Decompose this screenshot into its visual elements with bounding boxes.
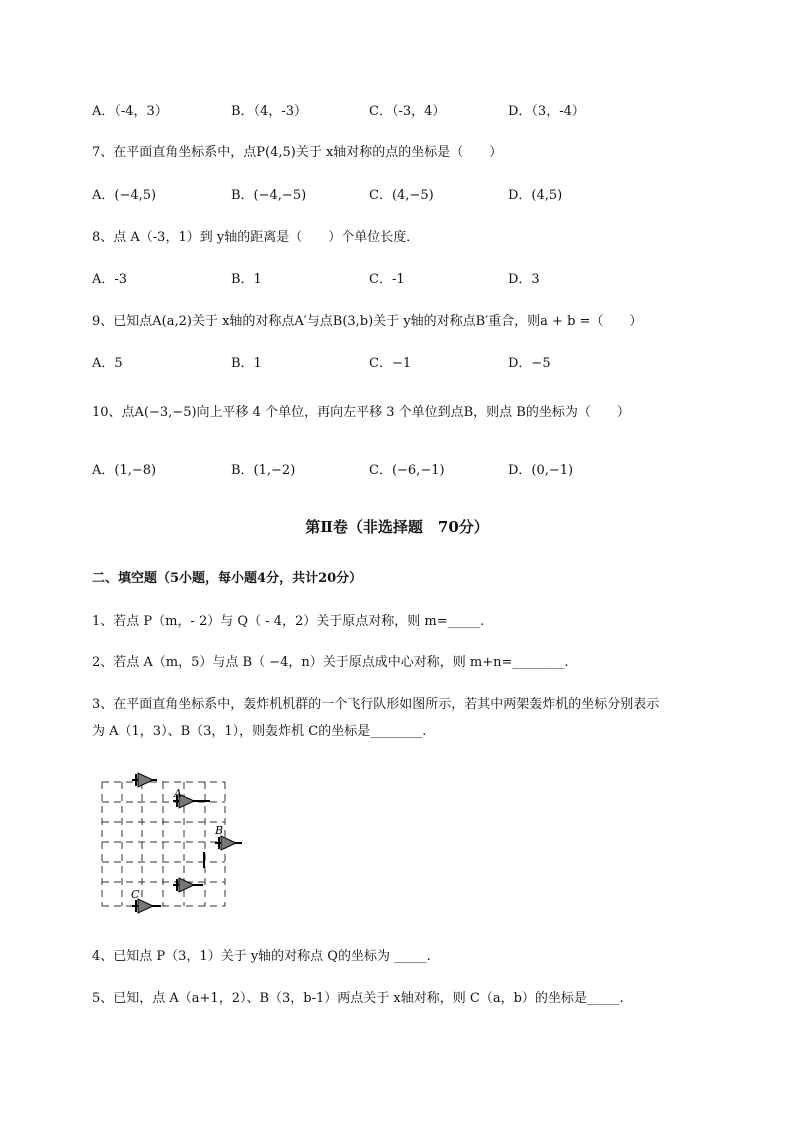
q8-option-b: B．1 (231, 272, 262, 287)
q10-option-a: A．(1,−8) (92, 463, 157, 478)
bomber-icon-lower (173, 878, 203, 892)
q7-option-d: D．(4,5) (508, 188, 563, 203)
bomber-b-icon (215, 836, 242, 850)
q8-option-d: D．3 (508, 272, 540, 287)
q6-option-d: D．（3，-4） (508, 104, 585, 119)
q9-options (92, 352, 692, 372)
q9-option-a: A．5 (92, 356, 123, 371)
bomber-c-icon (132, 899, 161, 913)
fill-q3-line1: 3、在平面直角坐标系中，轰炸机机群的一个飞行队形如图所示，若其中两架轰炸机的坐标分别表示 (92, 697, 660, 712)
q7-options (92, 184, 692, 204)
q8-option-c: C．-1 (369, 272, 405, 287)
fill-q4: 4、已知点 P（3，1）关于 y轴的对称点 Q的坐标为 _____. (92, 949, 431, 964)
label-b: B (215, 824, 224, 837)
q9-option-b: B．1 (231, 356, 262, 371)
fill-q1: 1、若点 P（m，- 2）与 Q（ - 4，2）关于原点对称，则 m=_____. (92, 614, 485, 629)
q7-option-c: C．(4,−5) (369, 188, 434, 203)
formation-figure (95, 770, 255, 916)
bomber-icon (132, 773, 157, 787)
q10-options (92, 459, 692, 479)
section2-title: 二、填空题（5小题，每小题4分，共计20分） (92, 571, 363, 586)
q9-stem: 9、已知点A(a,2)关于 x轴的对称点A′与点B(3,b)关于 y轴的对称点B′重合，则a + b =（ ） (92, 314, 643, 329)
fill-q2: 2、若点 A（m，5）与点 B（ −4，n）关于原点成中心对称，则 m+n=________. (92, 655, 569, 670)
q10-option-c: C．(−6,−1) (369, 463, 445, 478)
q6-option-a: A．（-4，3） (92, 104, 168, 119)
fill-q5: 5、已知，点 A（a+1，2）、B（3，b-1）两点关于 x轴对称，则 C（a，b）的坐标是_____. (92, 991, 624, 1006)
q7-option-a: A．(−4,5) (92, 188, 157, 203)
q6-option-c: C．（-3，4） (369, 104, 446, 119)
q7-option-b: B．(−4,−5) (231, 188, 307, 203)
label-a: A (174, 787, 182, 800)
q8-stem: 8、点 A（-3，1）到 y轴的距离是（ ）个单位长度． (92, 230, 420, 245)
q10-stem: 10、点A(−3,−5)向上平移 4 个单位，再向左平移 3 个单位到点B，则点 B的坐标为（ ） (92, 405, 630, 420)
label-c: C (131, 888, 140, 901)
q8-option-a: A．-3 (92, 272, 128, 287)
q9-option-d: D．−5 (508, 356, 551, 371)
q6-options (92, 100, 692, 120)
part2-title: 第Ⅱ卷（非选择题 70分） (305, 518, 489, 536)
q8-options (92, 268, 692, 288)
q9-option-c: C．−1 (369, 356, 412, 371)
q10-option-d: D．(0,−1) (508, 463, 574, 478)
fill-q3-line2: 为 A（1，3）、B（3，1），则轰炸机 C的坐标是________. (92, 724, 427, 739)
q7-stem: 7、在平面直角坐标系中，点P(4,5)关于 x轴对称的点的坐标是（ ） (92, 145, 503, 160)
q10-option-b: B．(1,−2) (231, 463, 296, 478)
q6-option-b: B．（4，-3） (231, 104, 307, 119)
